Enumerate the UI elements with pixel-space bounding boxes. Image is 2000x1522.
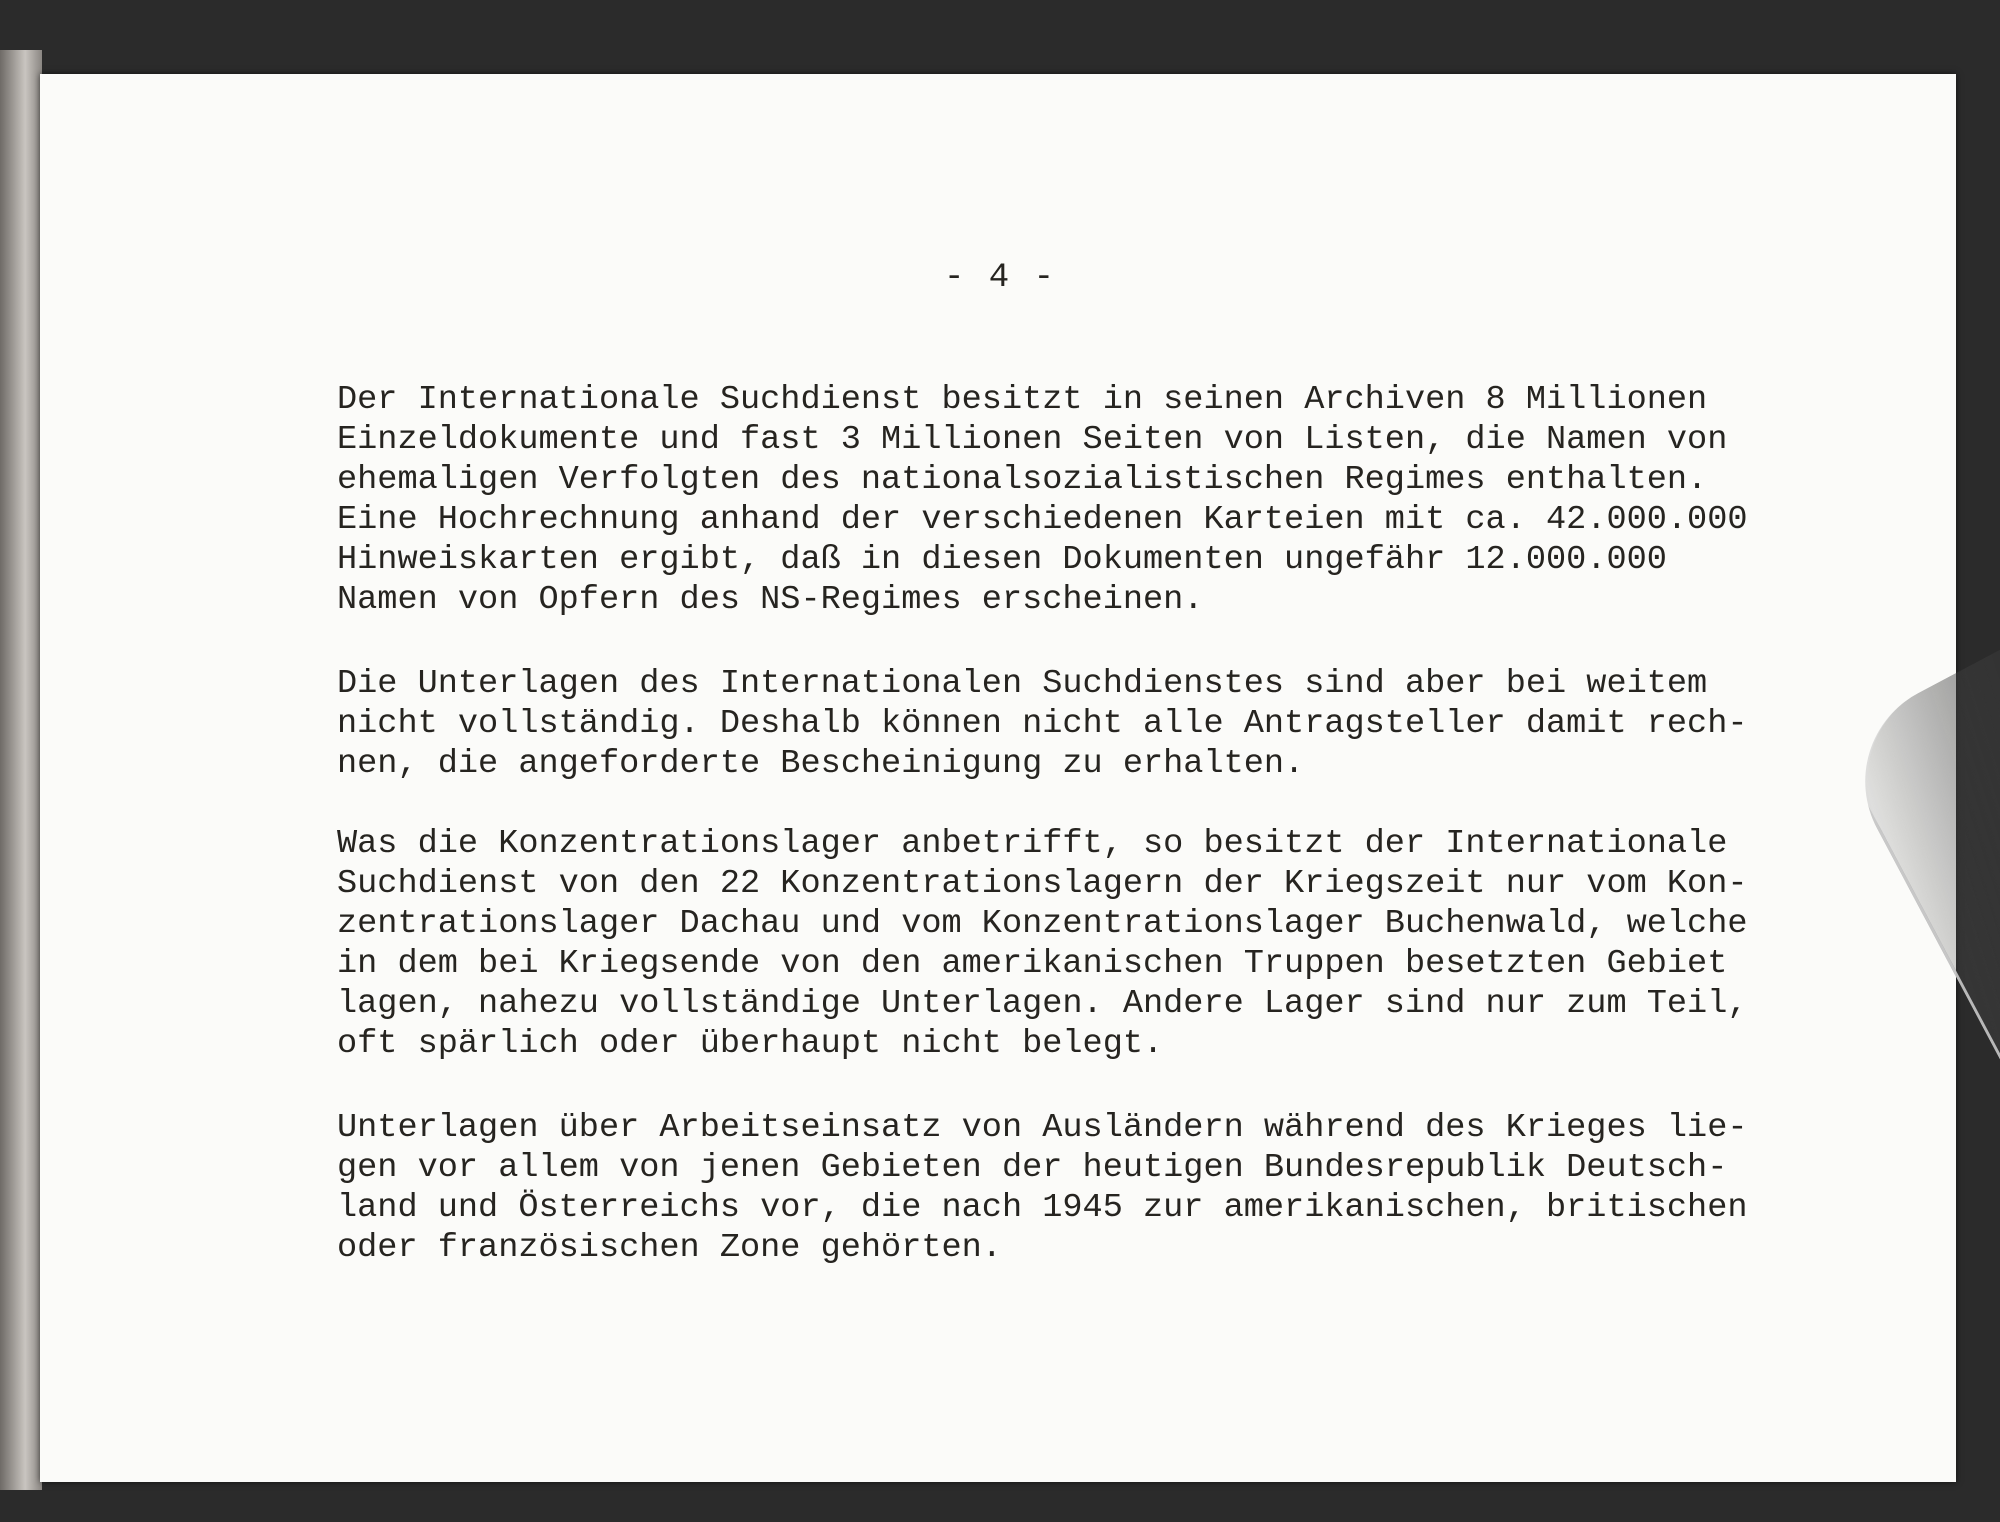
text-line: Der Internationale Suchdienst besitzt in seinen Archiven 8 Millionen xyxy=(337,381,1708,419)
text-line: Was die Konzentrationslager anbetrifft, so besitzt der Internationale xyxy=(337,825,1728,863)
text-line: Eine Hochrechnung anhand der verschiedenen Karteien mit ca. 42.000.000 xyxy=(337,501,1748,539)
text-line: Die Unterlagen des Internationalen Suchdienstes sind aber bei weitem xyxy=(337,665,1708,703)
text-line: nen, die angeforderte Bescheinigung zu erhalten. xyxy=(337,745,1305,783)
text-line: nicht vollständig. Deshalb können nicht alle Antragsteller damit rech- xyxy=(337,705,1748,743)
page-number: - 4 - xyxy=(943,259,1057,297)
text-line: zentrationslager Dachau und vom Konzentrationslager Buchenwald, welche xyxy=(337,905,1748,943)
text-line: Einzeldokumente und fast 3 Millionen Seiten von Listen, die Namen von xyxy=(337,421,1728,459)
text-line: in dem bei Kriegsende von den amerikanischen Truppen besetzten Gebiet xyxy=(337,945,1728,983)
text-line: oft spärlich oder überhaupt nicht belegt. xyxy=(337,1025,1164,1063)
text-line: gen vor allem von jenen Gebieten der heutigen Bundesrepublik Deutsch- xyxy=(337,1149,1728,1187)
text-line: ehemaligen Verfolgten des nationalsozialistischen Regimes enthalten. xyxy=(337,461,1708,499)
text-line: Suchdienst von den 22 Konzentrationslagern der Kriegszeit nur vom Kon- xyxy=(337,865,1748,903)
paragraph-2 xyxy=(337,664,1748,784)
text-line: Namen von Opfern des NS-Regimes erscheinen. xyxy=(337,581,1204,619)
text-line: Unterlagen über Arbeitseinsatz von Ausländern während des Krieges lie- xyxy=(337,1109,1748,1147)
paragraph-3 xyxy=(337,824,1748,1064)
text-line: oder französischen Zone gehörten. xyxy=(337,1229,1002,1267)
paragraph-1 xyxy=(337,380,1748,620)
paragraph-4 xyxy=(337,1108,1748,1268)
text-line: lagen, nahezu vollständige Unterlagen. Andere Lager sind nur zum Teil, xyxy=(337,985,1748,1023)
text-line: land und Österreichs vor, die nach 1945 zur amerikanischen, britischen xyxy=(337,1189,1748,1227)
text-line: Hinweiskarten ergibt, daß in diesen Dokumenten ungefähr 12.000.000 xyxy=(337,541,1667,579)
